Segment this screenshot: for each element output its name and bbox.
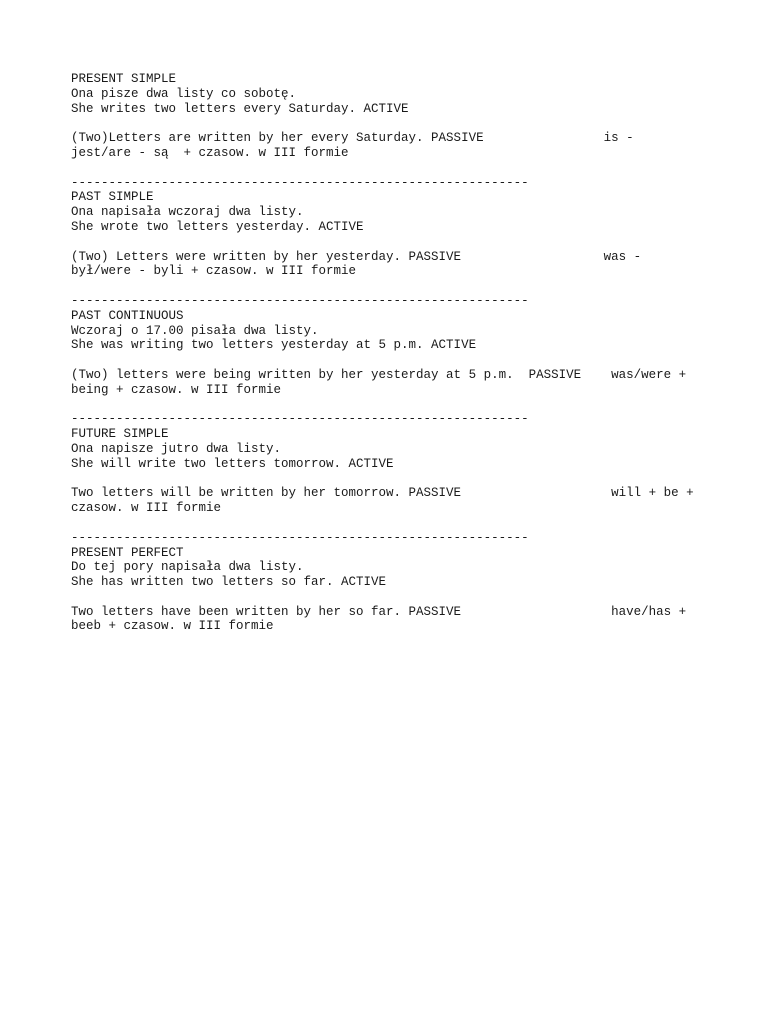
passive-sentence: Two letters have been written by her so far. PASSIVE have/has + <box>71 604 687 619</box>
active-sentence: She writes two letters every Saturday. ACTIVE <box>71 101 409 116</box>
document-page <box>71 72 711 634</box>
passive-sentence: (Two)Letters are written by her every Saturday. PASSIVE is - <box>71 131 634 146</box>
active-sentence: She was writing two letters yesterday at 5 p.m. ACTIVE <box>71 338 477 353</box>
blank-line <box>71 472 711 487</box>
blank-line <box>71 590 711 605</box>
active-sentence: She wrote two letters yesterday. ACTIVE <box>71 219 364 234</box>
blank-line <box>71 116 711 131</box>
passive-sentence: (Two) letters were being written by her yesterday at 5 p.m. PASSIVE was/were + <box>71 367 687 382</box>
blank-line <box>71 279 711 294</box>
section-past-simple <box>71 176 711 294</box>
blank-line <box>71 516 711 531</box>
separator-line: ------------------------------------------------------------- <box>71 412 529 427</box>
blank-line <box>71 235 711 250</box>
section-present-perfect <box>71 531 711 635</box>
passive-sentence: (Two) Letters were written by her yesterday. PASSIVE was - <box>71 249 642 264</box>
active-sentence: She will write two letters tomorrow. ACTIVE <box>71 456 394 471</box>
separator-line: ------------------------------------------------------------- <box>71 293 529 308</box>
section-heading: PAST SIMPLE <box>71 190 154 205</box>
section-heading: FUTURE SIMPLE <box>71 427 169 442</box>
passive-rule: jest/are - są + czasow. w III formie <box>71 145 349 160</box>
blank-line <box>71 161 711 176</box>
passive-rule: był/were - byli + czasow. w III formie <box>71 264 357 279</box>
separator-line: ------------------------------------------------------------- <box>71 530 529 545</box>
polish-sentence: Ona napisze jutro dwa listy. <box>71 441 282 456</box>
polish-sentence: Wczoraj o 17.00 pisała dwa listy. <box>71 323 319 338</box>
polish-sentence: Do tej pory napisała dwa listy. <box>71 560 304 575</box>
section-heading: PRESENT PERFECT <box>71 545 184 560</box>
passive-rule: czasow. w III formie <box>71 501 222 516</box>
section-heading: PRESENT SIMPLE <box>71 72 177 86</box>
section-future-simple <box>71 412 711 530</box>
passive-rule: beeb + czasow. w III formie <box>71 619 274 634</box>
blank-line <box>71 353 711 368</box>
polish-sentence: Ona napisała wczoraj dwa listy. <box>71 205 304 220</box>
passive-rule: being + czasow. w III formie <box>71 382 282 397</box>
passive-sentence: Two letters will be written by her tomorrow. PASSIVE will + be + <box>71 486 694 501</box>
blank-line <box>71 398 711 413</box>
section-heading: PAST CONTINUOUS <box>71 308 184 323</box>
section-present-simple <box>71 72 711 176</box>
polish-sentence: Ona pisze dwa listy co sobotę. <box>71 86 297 101</box>
active-sentence: She has written two letters so far. ACTIVE <box>71 575 387 590</box>
section-past-continuous <box>71 294 711 412</box>
separator-line: ------------------------------------------------------------- <box>71 175 529 190</box>
